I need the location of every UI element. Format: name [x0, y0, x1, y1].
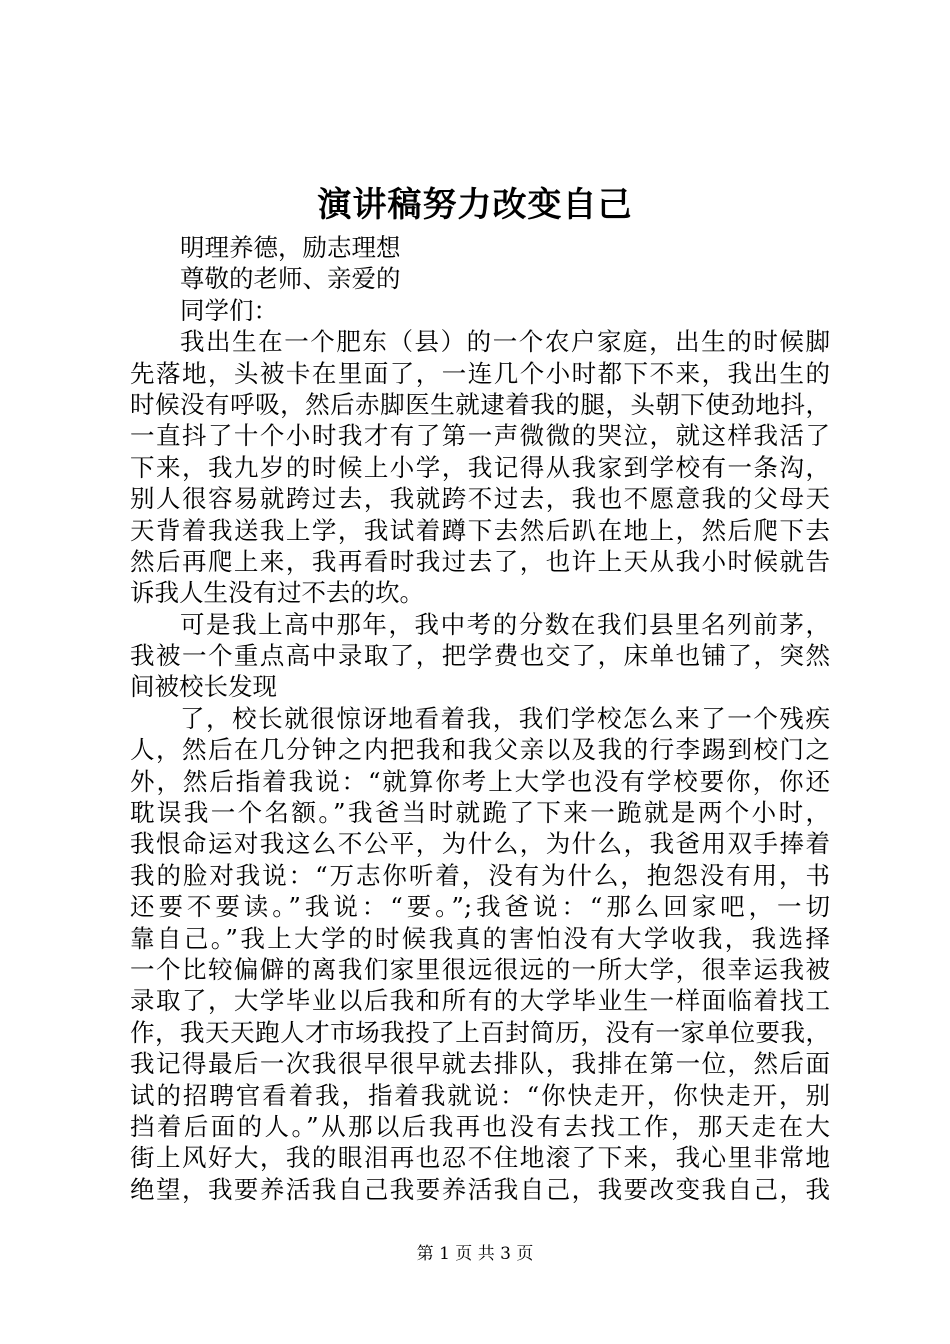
document-body — [130, 232, 830, 1205]
body-line: 绝望，我要养活我自己我要养活我自己，我要改变我自己，我 — [130, 1174, 830, 1204]
body-line: 外，然后指着我说：“就算你考上大学也没有学校要你，你还 — [130, 766, 830, 796]
body-line: 然后再爬上来，我再看时我过去了，也许上天从我小时候就告 — [130, 546, 830, 576]
body-line: 作，我天天跑人才市场我投了上百封简历，没有一家单位要我， — [130, 1017, 830, 1047]
body-line: 人，然后在几分钟之内把我和我父亲以及我的行李踢到校门之 — [130, 735, 830, 765]
body-line: 街上风好大，我的眼泪再也忍不住地滚了下来，我心里非常地 — [130, 1143, 830, 1173]
body-line: 试的招聘官看着我，指着我就说：“你快走开，你快走开，别 — [130, 1080, 830, 1110]
body-line: 间被校长发现 — [130, 672, 277, 702]
body-line: 我出生在一个肥东（县）的一个农户家庭，出生的时候脚 — [180, 327, 830, 357]
body-line: 下来，我九岁的时候上小学，我记得从我家到学校有一条沟， — [130, 452, 830, 482]
body-line: 我被一个重点高中录取了，把学费也交了，床单也铺了，突然 — [130, 641, 830, 671]
body-line: 录取了，大学毕业以后我和所有的大学毕业生一样面临着找工 — [130, 986, 830, 1016]
body-line: 同学们： — [180, 295, 278, 325]
body-line: 我记得最后一次我很早很早就去排队，我排在第一位，然后面 — [130, 1049, 830, 1079]
body-line: 耽误我一个名额。”我爸当时就跪了下来一跪就是两个小时， — [130, 798, 830, 828]
body-line: 诉我人生没有过不去的坎。 — [130, 578, 424, 608]
body-line: 一直抖了十个小时我才有了第一声微微的哭泣，就这样我活了 — [130, 421, 830, 451]
body-line: 可是我上高中那年，我中考的分数在我们县里名列前茅， — [180, 609, 830, 639]
body-line: 时候没有呼吸，然后赤脚医生就逮着我的腿，头朝下使劲地抖， — [130, 389, 830, 419]
body-line: 一个比较偏僻的离我们家里很远很远的一所大学，很幸运我被 — [130, 954, 830, 984]
body-line: 靠自己。”我上大学的时候我真的害怕没有大学收我，我选择 — [130, 923, 830, 953]
body-line: 天背着我送我上学，我试着蹲下去然后趴在地上，然后爬下去 — [130, 515, 830, 545]
body-line: 我的脸对我说：“万志你听着，没有为什么，抱怨没有用，书 — [130, 860, 830, 890]
body-line: 先落地，头被卡在里面了，一连几个小时都下不来，我出生的 — [130, 358, 830, 388]
body-line: 挡着后面的人。”从那以后我再也没有去找工作，那天走在大 — [130, 1111, 830, 1141]
body-line: 还要不要读。”我说：“要。”;我爸说：“那么回家吧，一切 — [130, 892, 830, 922]
body-line: 我恨命运对我这么不公平，为什么，为什么，我爸用双手捧着 — [130, 829, 830, 859]
body-line: 明理养德，励志理想 — [180, 233, 401, 262]
body-line: 了，校长就很惊讶地看着我，我们学校怎么来了一个残疾 — [180, 703, 830, 733]
body-line: 别人很容易就跨过去，我就跨不过去，我也不愿意我的父母天 — [130, 484, 830, 514]
page-footer: 第 1 页 共 3 页 — [416, 1244, 534, 1264]
document-title: 演讲稿努力改变自己 — [317, 185, 633, 225]
body-line: 尊敬的老师、亲爱的 — [180, 264, 401, 294]
